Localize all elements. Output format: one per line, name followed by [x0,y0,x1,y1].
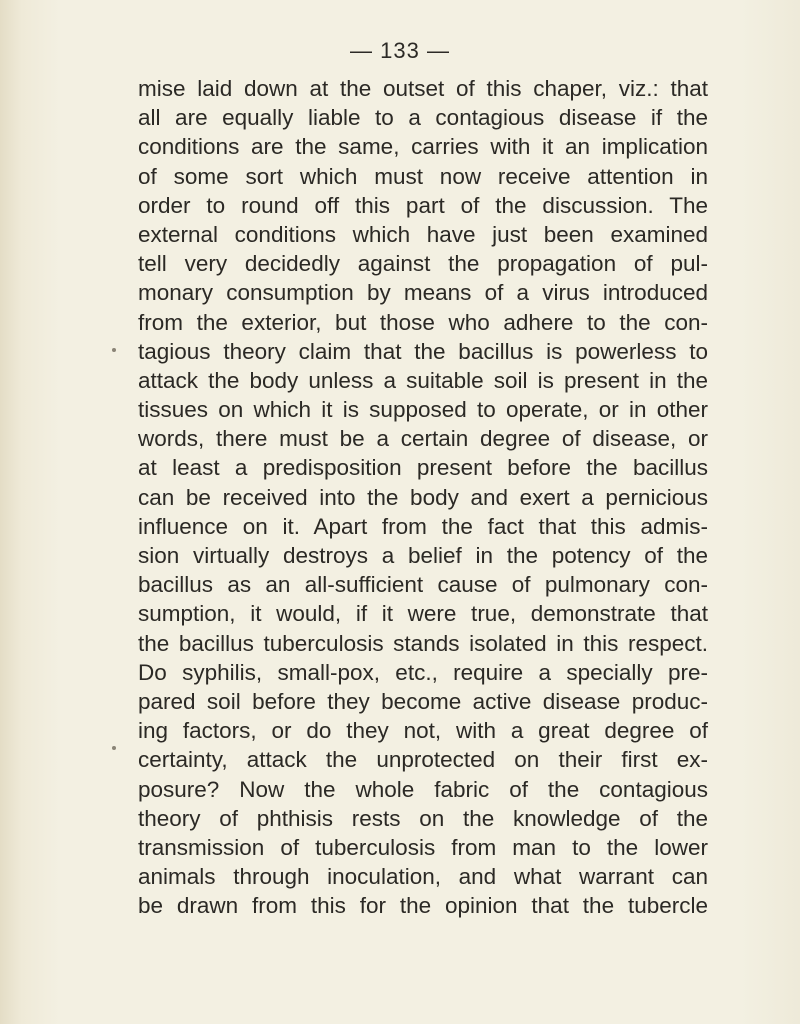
margin-mark [112,348,116,352]
text-line: animals through inoculation, and what warrant can [138,864,708,890]
text-line: sion virtually destroys a belief in the potency of the [138,543,708,568]
text-line: pared soil before they become active disease produc- [138,688,708,714]
page-number: — 133 — [350,38,450,63]
text-line: all are equally liable to a contagious disease if the [138,105,708,131]
text-line: ing factors, or do they not, with a great degree of [138,718,708,744]
text-line: attack the body unless a suitable soil is present in the [138,367,708,393]
text-line: influence on it. Apart from the fact that this admis- [138,513,708,539]
text-line: tagious theory claim that the bacillus is powerless to [138,338,708,364]
body-text [138,74,708,920]
text-line: external conditions which have just been examined [138,221,708,247]
text-line: words, there must be a certain degree of disease, or [138,426,708,452]
margin-mark [112,746,116,750]
text-line: order to round off this part of the discussion. The [138,192,708,218]
text-line: transmission of tuberculosis from man to the lower [138,834,708,860]
text-line: tell very decidedly against the propagation of pul- [138,251,708,277]
text-line: conditions are the same, carries with it an implication [138,134,708,160]
text-line: Do syphilis, small-pox, etc., require a specially pre- [138,659,708,685]
text-line: sumption, it would, if it were true, demonstrate that [138,601,708,627]
text-line: from the exterior, but those who adhere to the con- [138,309,708,335]
text-line: at least a predisposition present before the bacillus [138,455,708,481]
text-line: bacillus as an all-sufficient cause of pulmonary con- [138,572,708,598]
text-line: of some sort which must now receive attention in [138,163,708,189]
text-line: can be received into the body and exert a pernicious [138,484,708,510]
text-line: the bacillus tuberculosis stands isolated in this respect. [138,630,708,656]
text-line: be drawn from this for the opinion that the tubercle [138,893,708,919]
text-line: tissues on which it is supposed to operate, or in other [138,397,708,423]
text-line: monary consumption by means of a virus introduced [138,280,708,306]
text-line: posure? Now the whole fabric of the contagious [138,776,708,802]
text-line: theory of phthisis rests on the knowledge of the [138,805,708,831]
text-line: mise laid down at the outset of this chaper, viz.: that [138,76,708,101]
text-line: certainty, attack the unprotected on their first ex- [138,747,708,773]
